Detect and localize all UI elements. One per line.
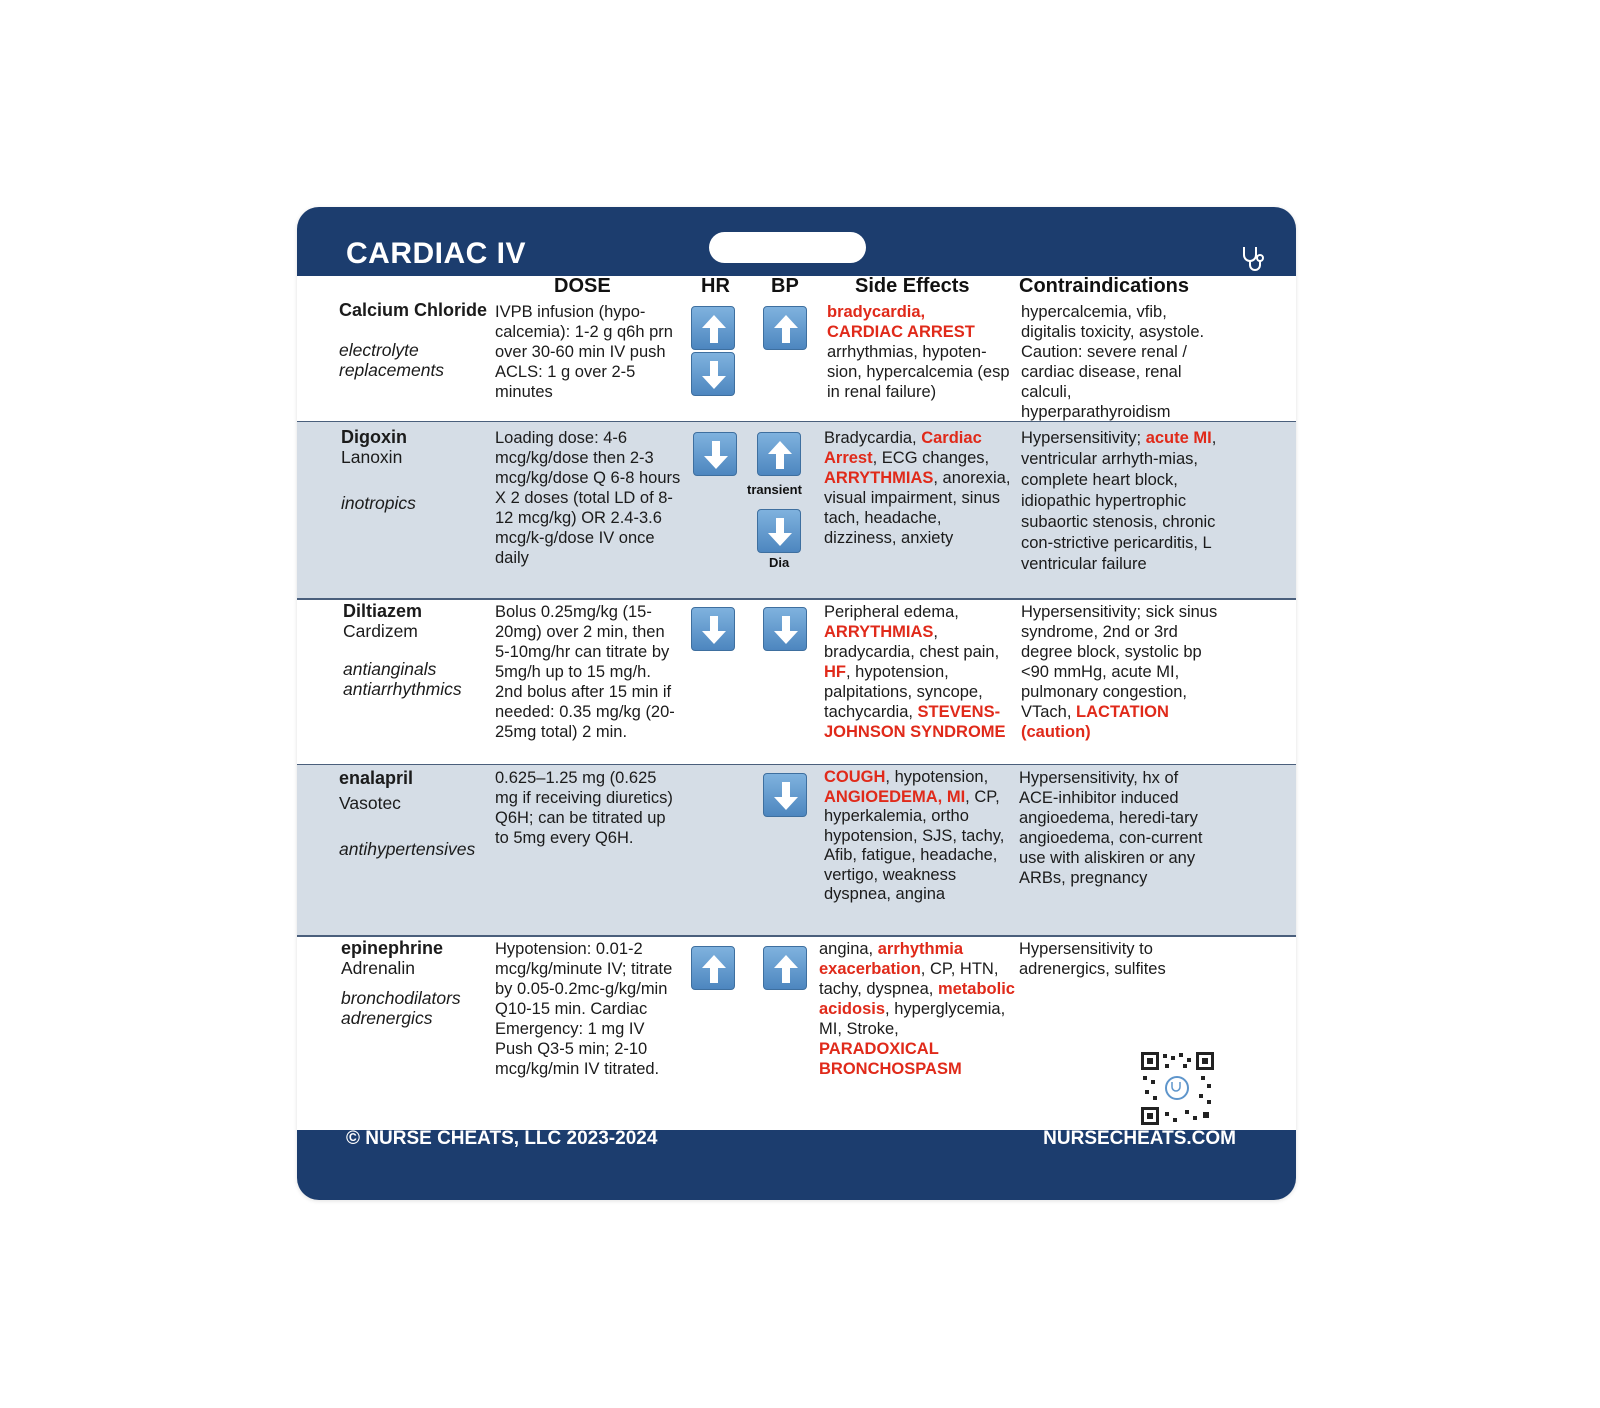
stethoscope-icon: [1238, 244, 1266, 272]
copyright-text: © NURSE CHEATS, LLC 2023-2024: [346, 1128, 658, 1149]
column-dose: DOSE: [554, 275, 611, 297]
drug-row-digoxin: [297, 422, 1296, 600]
badge-slot: [709, 232, 866, 263]
drug-brand: Vasotec: [339, 793, 401, 813]
column-bp: BP: [771, 275, 799, 297]
arrow-down-icon: [763, 607, 807, 651]
drug-row-diltiazem: [297, 599, 1296, 766]
drug-contraindications: Hypersensitivity; sick sinus syndrome, 2nd or 3rd degree block, systolic bp <90 mmHg, acute MI, pulmonary congestion, VTach, LACTATION (caution): [1021, 603, 1218, 741]
drug-name: Calcium Chloride: [339, 300, 488, 320]
drug-contraindications: Hypersensitivity to adrenergics, sulfites: [1019, 940, 1166, 978]
arrow-up-icon: [763, 946, 807, 990]
arrow-up-icon: [691, 306, 735, 350]
arrow-up-icon: [763, 306, 807, 350]
arrow-up-icon: [757, 432, 801, 476]
drug-side-effects: angina, arrhythmia exacerbation, CP, HTN, tachy, dyspnea, metabolic acidosis, hyperglycemia, MI, Stroke, PARADOXICAL BRONCHOSPASM: [819, 940, 1015, 1078]
qr-code-icon: [1141, 1052, 1214, 1125]
drug-dose: 0.625–1.25 mg (0.625 mg if receiving diuretics) Q6H; can be titrated up to 5mg every Q6H.: [495, 769, 673, 847]
drug-name: Diltiazem: [343, 601, 423, 621]
drug-row-enalapril: [297, 765, 1296, 937]
card-title: CARDIAC IV: [346, 237, 527, 270]
drug-contraindications: hypercalcemia, vfib, digitalis toxicity, asystole. Caution: severe renal / cardiac disease, renal calculi, hyperparathyroidism: [1021, 303, 1205, 421]
drug-dose: Hypotension: 0.01-2 mcg/kg/minute IV; titrate by 0.05-0.2mc-g/kg/min Q10-15 min. Cardiac Emergency: 1 mg IV Push Q3-5 min; 2-10 mcg/kg/min IV titrated.: [495, 940, 673, 1078]
drug-contraindications: Hypersensitivity, hx of ACE-inhibitor induced angioedema, heredi-tary angioedema, con-current use with aliskiren or any ARBs, pregnancy: [1019, 769, 1203, 887]
drug-brand: Cardizem: [343, 621, 418, 641]
drug-side-effects: COUGH, hypotension, ANGIOEDEMA, MI, CP, hyperkalemia, ortho hypotension, SJS, tachy, Afib, fatigue, headache, vertigo, weakness dyspnea, angina: [824, 768, 1005, 903]
bp-note-dia: Dia: [769, 555, 790, 570]
drug-name: Digoxin: [341, 427, 407, 447]
arrow-down-icon: [691, 352, 735, 396]
column-side-effects: Side Effects: [855, 275, 970, 297]
drug-brand: Adrenalin: [341, 958, 415, 978]
arrow-down-icon: [757, 509, 801, 553]
drug-name: epinephrine: [341, 938, 444, 958]
drug-brand: Lanoxin: [341, 447, 403, 467]
drug-side-effects: Bradycardia, Cardiac Arrest, ECG changes, ARRYTHMIAS, anorexia, visual impairment, sinus tach, headache, dizziness, anxiety: [824, 429, 1011, 547]
drug-contraindications: Hypersensitivity; acute MI, ventricular arrhyth-mias, complete heart block, idiopathic hypertrophic subaortic stenosis, chronic con-strictive pericarditis, L ventricular failure: [1021, 429, 1217, 573]
drug-side-effects: bradycardia, CARDIAC ARREST arrhythmias, hypoten-sion, hypercalcemia (esp in renal failure): [827, 303, 1010, 401]
drug-row-calcium-chloride: [297, 297, 1296, 423]
arrow-down-icon: [693, 432, 737, 476]
drug-class: antianginals antiarrhythmics: [343, 659, 462, 699]
drug-class: inotropics: [341, 493, 416, 513]
drug-dose: Loading dose: 4-6 mcg/kg/dose then 2-3 mcg/kg/dose Q 6-8 hours X 2 doses (total LD of 8-12 mcg/kg) OR 2.4-3.6 mcg/k-g/dose IV once daily: [495, 429, 681, 567]
drug-class: bronchodilators adrenergics: [341, 988, 461, 1028]
drug-dose: IVPB infusion (hypo-calcemia): 1-2 g q6h prn over 30-60 min IV push ACLS: 1 g over 2-5 minutes: [495, 303, 673, 401]
arrow-up-icon: [691, 946, 735, 990]
arrow-down-icon: [763, 773, 807, 817]
drug-name: enalapril: [339, 768, 414, 788]
bp-note-transient: transient: [747, 482, 802, 497]
arrow-down-icon: [691, 607, 735, 651]
drug-side-effects: Peripheral edema, ARRYTHMIAS, bradycardia, chest pain, HF, hypotension, palpitations, syncope, tachycardia, STEVENS-JOHNSON SYNDROME: [824, 603, 1006, 741]
drug-class: electrolyte replacements: [339, 340, 445, 380]
drug-class: antihypertensives: [339, 839, 476, 859]
drug-dose: Bolus 0.25mg/kg (15-20mg) over 2 min, then 5-10mg/hr can titrate by 5mg/h up to 15 mg/h. 2nd bolus after 15 min if needed: 0.35 mg/kg (20-25mg total) 2 min.: [495, 603, 675, 741]
column-contraindications: Contraindications: [1019, 275, 1190, 297]
column-hr: HR: [701, 275, 730, 297]
website-link[interactable]: NURSECHEATS.COM: [1043, 1128, 1236, 1149]
cardiac-iv-card: [297, 207, 1296, 1200]
